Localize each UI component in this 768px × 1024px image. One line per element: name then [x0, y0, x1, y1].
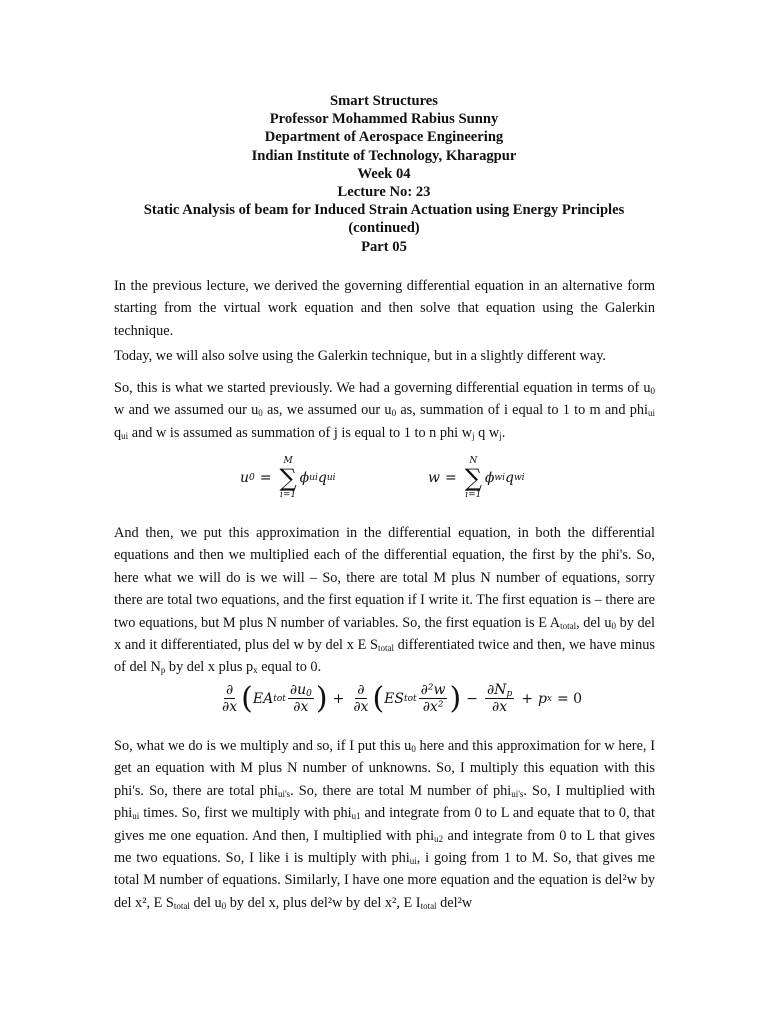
institute-name: Indian Institute of Technology, Kharagpur	[251, 147, 517, 164]
equation-u0-expansion: u 0 = M ∑ i=1 ϕ ui q ui	[240, 456, 336, 500]
course-title: Smart Structures	[330, 93, 438, 109]
continued-label: (continued)	[348, 220, 420, 237]
summation-symbol: N ∑ i=1	[464, 456, 482, 500]
paragraph-2: Today, we will also solve using the Galerkin technique, but in a slightly different way.	[114, 348, 606, 364]
part-label: Part 05	[361, 238, 407, 255]
paragraph-1: In the previous lecture, we derived the governing differential equation in an alternative form starting from the virtual work equation and then solve that equation using the Galerkin technique.	[114, 278, 655, 339]
lecture-number: Lecture No: 23	[337, 184, 431, 201]
week-label: Week 04	[357, 165, 411, 182]
governing-differential-equation: $\frac{\partial}{\partial x}$ ( EA tot $\frac{\partial u_0}{\partial x}$ ) + $\frac{\partial}{\partial x}$ ( ES tot $\frac{\text{∂²w}}{\text{∂x²}}$ ) − $\frac{\partial N_p}{\partial x}$ + p x = 0	[222, 680, 583, 716]
department-name: Department of Aerospace Engineering	[264, 129, 504, 146]
paragraph-5: So, what we do is we multiply and so, if I put this $u_0$ here and this approximation for w here, I get an equation with M plus N number of unknowns. So, I multiply this equation with this phi's. So, there are total phi$_{ui's}$. So, there are total M number of phi$_{ui's}$. So, I multiplied with phi$_{ui}$ times. So, first we multiply with phi$_{u1}$ and integrate from 0 to L and equate that to 0, that gives me one equation. And then, I multiplied with phi$_{u2}$ and integrate from 0 to L that gives me two equations. So, I like i is multiply with phi$_{ui}$, i going from 1 to M. So, that gives me total M number of equations. Similarly, I have one more equation and the equation is del²w by del x², E $S_{total}$ del $u_0$ by del x, plus del²w by del x², E $I_{total}$ del²w	[114, 738, 656, 911]
professor-name: Professor Mohammed Rabius Sunny	[269, 111, 499, 128]
lecture-title: Static Analysis of beam for Induced Strain Actuation using Energy Principles	[143, 202, 625, 219]
equation-row-1	[0, 452, 768, 512]
summation-symbol: M ∑ i=1	[279, 456, 297, 500]
paragraph-3: So, this is what we started previously. We had a governing differential equation in terms of $u_0$ w and we assumed our $u_0$ as, we assumed our $u_0$ as, summation of i equal to 1 to m and phi$_{ui}$ $q_{ui}$ and w is assumed as summation of j is equal to 1 to n phi $w_j$ q $w_j$.	[114, 380, 656, 441]
document-header	[100, 92, 668, 256]
paragraph-4: And then, we put this approximation in the differential equation, in both the differential equations and then we multiplied each of the differential equation, the first by the phi's. So, here what we will do is we will – So, there are total M plus N number of equations, sorry there are total two equations, and the first equation if I write it. The first equation is – there are two equations, but M plus N number of variables. So, the first equation is E $A_{total}$, del $u_0$ by del x and it differentiated, plus del w by del x E $S_{total}$ differentiated twice and then, we have minus of del $N_p$ by del x plus $p_x$ equal to 0.	[114, 525, 656, 676]
equation-w-expansion: w = N ∑ i=1 ϕ wi q wi	[428, 456, 525, 500]
equation-row-2	[0, 676, 768, 736]
